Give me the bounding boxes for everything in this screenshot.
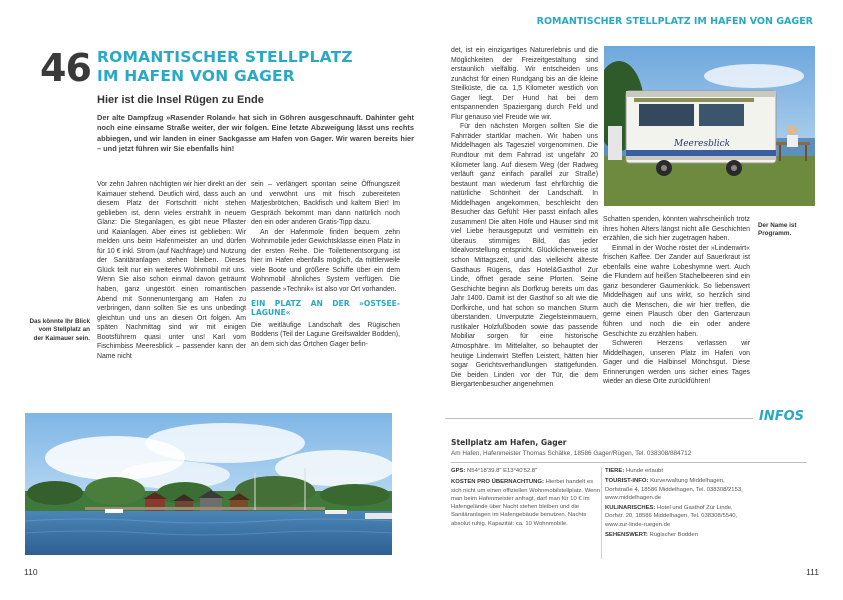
col4-paragraph-1: Schatten spenden, könnten wahrscheinlich trotz ihres hohen Alters längst nicht alle Geschichten erzählen, die sich hier zugetragen haben.	[603, 216, 750, 243]
col2-paragraph-3: Die weitläufige Landschaft des Rügischen Boddens (Teil der Lagune Greifswalder Bodden), an dem sich das Örtchen Gager befin-	[251, 321, 401, 348]
infos-kosten: KOSTEN PRO ÜBERNACHTUNG: Hierbei handelt es sich nicht um einen offiziellen Wohnmobilstellplatz. Wenn man beim Hafenmeister anfragt, darf man für 10 € im Hafengelände über Nacht stehen bleiben und die Sanitäranlagen im Hafengebäude benutzen. Nachts absolut ruhig. Kapazität: ca. 10 Wohnmobile.	[451, 479, 600, 527]
col2-paragraph-1: sein – verlängert spontan seine Öffnungszeit und verwöhnt uns mit frisch zubereiteten Matjesbrötchen, Backfisch und kaltem Bier! Im Gespräch bekommt man dann natürlich noch den ein oder anderen Gratis-Tipp dazu.	[251, 181, 400, 227]
subtitle: Hier ist die Insel Rügen zu Ende	[97, 94, 264, 106]
infos-tag: INFOS	[753, 409, 810, 424]
harbor-photo	[25, 413, 392, 555]
infos-box	[445, 409, 810, 564]
text-column-4	[603, 215, 750, 387]
infos-left-column	[451, 467, 601, 528]
caption-right: Der Name ist Programm.	[758, 222, 797, 238]
harbor-photo-illustration	[25, 413, 392, 555]
infos-tourist: TOURIST-INFO: Kurverwaltung Middelhagen, Dorfstraße 4, 18586 Middelhagen, Tel. 038308/2153, www.middelhagen.de	[605, 478, 743, 501]
infos-column-divider	[601, 467, 602, 559]
page-title	[97, 48, 387, 86]
infos-title: Stellplatz am Hafen, Gager	[451, 438, 567, 447]
infos-divider	[451, 462, 807, 463]
text-column-2	[251, 180, 400, 349]
page-number-right: 111	[806, 567, 819, 577]
running-header: ROMANTISCHER STELLPLATZ IM HAFEN VON GAGER	[536, 16, 813, 27]
chapter-number: 46	[40, 46, 91, 90]
col2-heading: EIN PLATZ AN DER »OSTSEE-LAGUNE«	[251, 298, 400, 318]
title-line-2: IM HAFEN VON GAGER	[97, 67, 295, 85]
lead-paragraph: Der alte Dampfzug »Rasender Roland« hat sich in Göhren ausgeschnauft. Dahinter geht noch eine einsame Straße weiter, der wir folgen. Eine letzte Abzweigung lässt uns rechts abbiegen, und wir landen in einer Sackgasse am Hafen von Gager. Wir waren bereits hier – und jetzt führen wir Sie ebenfalls hin!	[97, 113, 414, 154]
infos-gps: GPS: N54°18'39.8" E13°40'52.8"	[451, 468, 538, 474]
infos-kulinarisches: KULINARISCHES: Hotel und Gasthof Zur Linde, Dorfstr. 20, 18586 Middelhagen, Tel. 038308/5540, www.zur-linde-ruegen.de	[605, 505, 738, 528]
col4-paragraph-2: Einmal in der Woche röstet der »Lindenwirt« frischen Kaffee. Der Zander auf Sauerkraut ist ebenfalls eine wahre Lobeshymne wert. Auch die Flundern auf heißen Stachelbeeren sind ein ganz besonderer Gaumenkick. So liebenswert Middelhagen auf uns wirkt, so herzlich sind auch die Menschen, die wir hier treffen, die gerne einen Plausch über den Gartenzaun führen und noch die ein oder andere Geschichte zu erzählen haben.	[603, 244, 750, 338]
col4-paragraph-3: Schweren Herzens verlassen wir Middelhagen, unseren Platz im Hafen von Gager und die Halbinsel Mönchsgut. Diese Erinnerungen werden uns sicher eines Tages wieder an diese Orte zurückführen!	[603, 340, 750, 386]
food-truck-illustration	[604, 46, 815, 206]
infos-tiere: TIERE: Hunde erlaubt	[605, 468, 663, 474]
text-column-3	[451, 46, 598, 390]
page-number-left: 110	[24, 567, 38, 577]
caption-left: Das könnte Ihr Blick vom Stellplatz an der Kaimauer sein.	[29, 318, 90, 342]
col1-paragraph: Vor zehn Jahren nächtigten wir hier direkt an der Kaimauer stehend. Deutlich wird, dass auch an diesem Platz der Fortschritt nicht stehen geblieben ist, denn vieles erstrahlt in neuem Glanz: Die Steganlagen, es gibt neue Pflaster und Kaianlagen. Aber eines ist geblieben: Wir melden uns beim Hafenmeister an und dürfen für 10 € inkl. Strom (auf Nachfrage) und Nutzung der Sanitäranlagen stehen bleiben. Dieses Glück teilt nur ein weiteres Wohnmobil mit uns. Wenn Sie also schon einmal davon geträumt haben, ganz ungestört einen romantischen Abend mit Sonnenuntergang am Hafen zu verbringen, dann sollten Sie es uns unbedingt gleichtun und uns an diesen Ort folgen. Am späten Nachmittag sind wir mit einigen Bootsführern quasi unter uns! Karl vom Fischimbiss Meeresblick – passender kann der Name nicht	[97, 181, 246, 360]
infos-sehenswert: SEHENSWERT: Rügischer Bodden	[605, 532, 698, 539]
truck-sign: Meeresblick	[674, 139, 731, 149]
col3-paragraph-1: det, ist ein einzigartiges Naturerlebnis und die Möglichkeiten der Freizeitgestaltung sind erstaunlich vielfältig. Wir entscheiden uns zunächst für einen Rundgang bis an die kleine Steilküste, die ca. 1,5 Kilometer westlich von Gager liegt. Der Hund hat bei dem entspannenden Spaziergang durch Feld und Flur genauso viel Freude wie wir.	[451, 47, 598, 121]
infos-address: Am Hafen, Hafenmeister Thomas Schälke, 18586 Gager/Rügen, Tel. 038308/884712	[451, 450, 692, 457]
text-column-1	[97, 180, 246, 361]
food-truck-photo	[604, 46, 815, 206]
col2-paragraph-2: An der Hafenmole finden bequem zehn Wohnmobile jeder Gewichtsklasse einen Platz in der ersten Reihe. Die Toilettenentsorgung ist hier im Hafen ebenfalls möglich, da mittlerweile viele Boote und größere Schiffe über ein dem Wohnmobil ähnliches System verfügen. Die passende »Technik« ist also vor Ort vorhanden.	[251, 228, 400, 294]
col3-paragraph-2: Für den nächsten Morgen sollten Sie die Fahrräder startklar machen. Wir haben uns Middelhagen als Tagesziel vorgenommen. Die Rundtour mit dem Fahrrad ist ungefähr 20 Kilometer lang. Auf diesem Weg (der Radweg verläuft ganz einfach parallel zur Straße) bestaunt man wiederum fast ehrfürchtig die natürliche Schönheit der Landschaft. In Middelhagen angekommen, beschleicht den Besucher das Gefühl: Hier passt einfach alles zusammen! Die alten Höfe und Häuser sind mit viel Liebe herausgeputzt und vermitteln ein überaus stimmiges Bild, das jeder Idealvorstellung entspricht. Glücklicherweise ist schon Mittagszeit, und das vielleicht älteste Gasthaus Rügens, das Hotel&Gasthof Zur Linde, öffnet gerade seine Pforten. Seine Geschichte beginn als Dorfkrug bereits um das Jahr 1400. Damit ist der Gasthof so alt wie die Dorfkirche, und hat schon so manchen Sturm überstanden. Unverputzte Ziegelsteinmauern, rustikaler Holzfußboden sowie das passende Mobiliar sorgen für eine historische Atmosphäre. Im Mittelalter, so behauptet der heutige Lindenwirt Steffen Leistert, hätten hier sogar Gerichtsverhandlungen stattgefunden. Die beiden Linden vor der Tür, die dem Biergartenbesucher angenehmen	[451, 123, 598, 389]
infos-right-column	[605, 467, 745, 539]
title-line-1: ROMANTISCHER STELLPLATZ	[97, 48, 353, 66]
